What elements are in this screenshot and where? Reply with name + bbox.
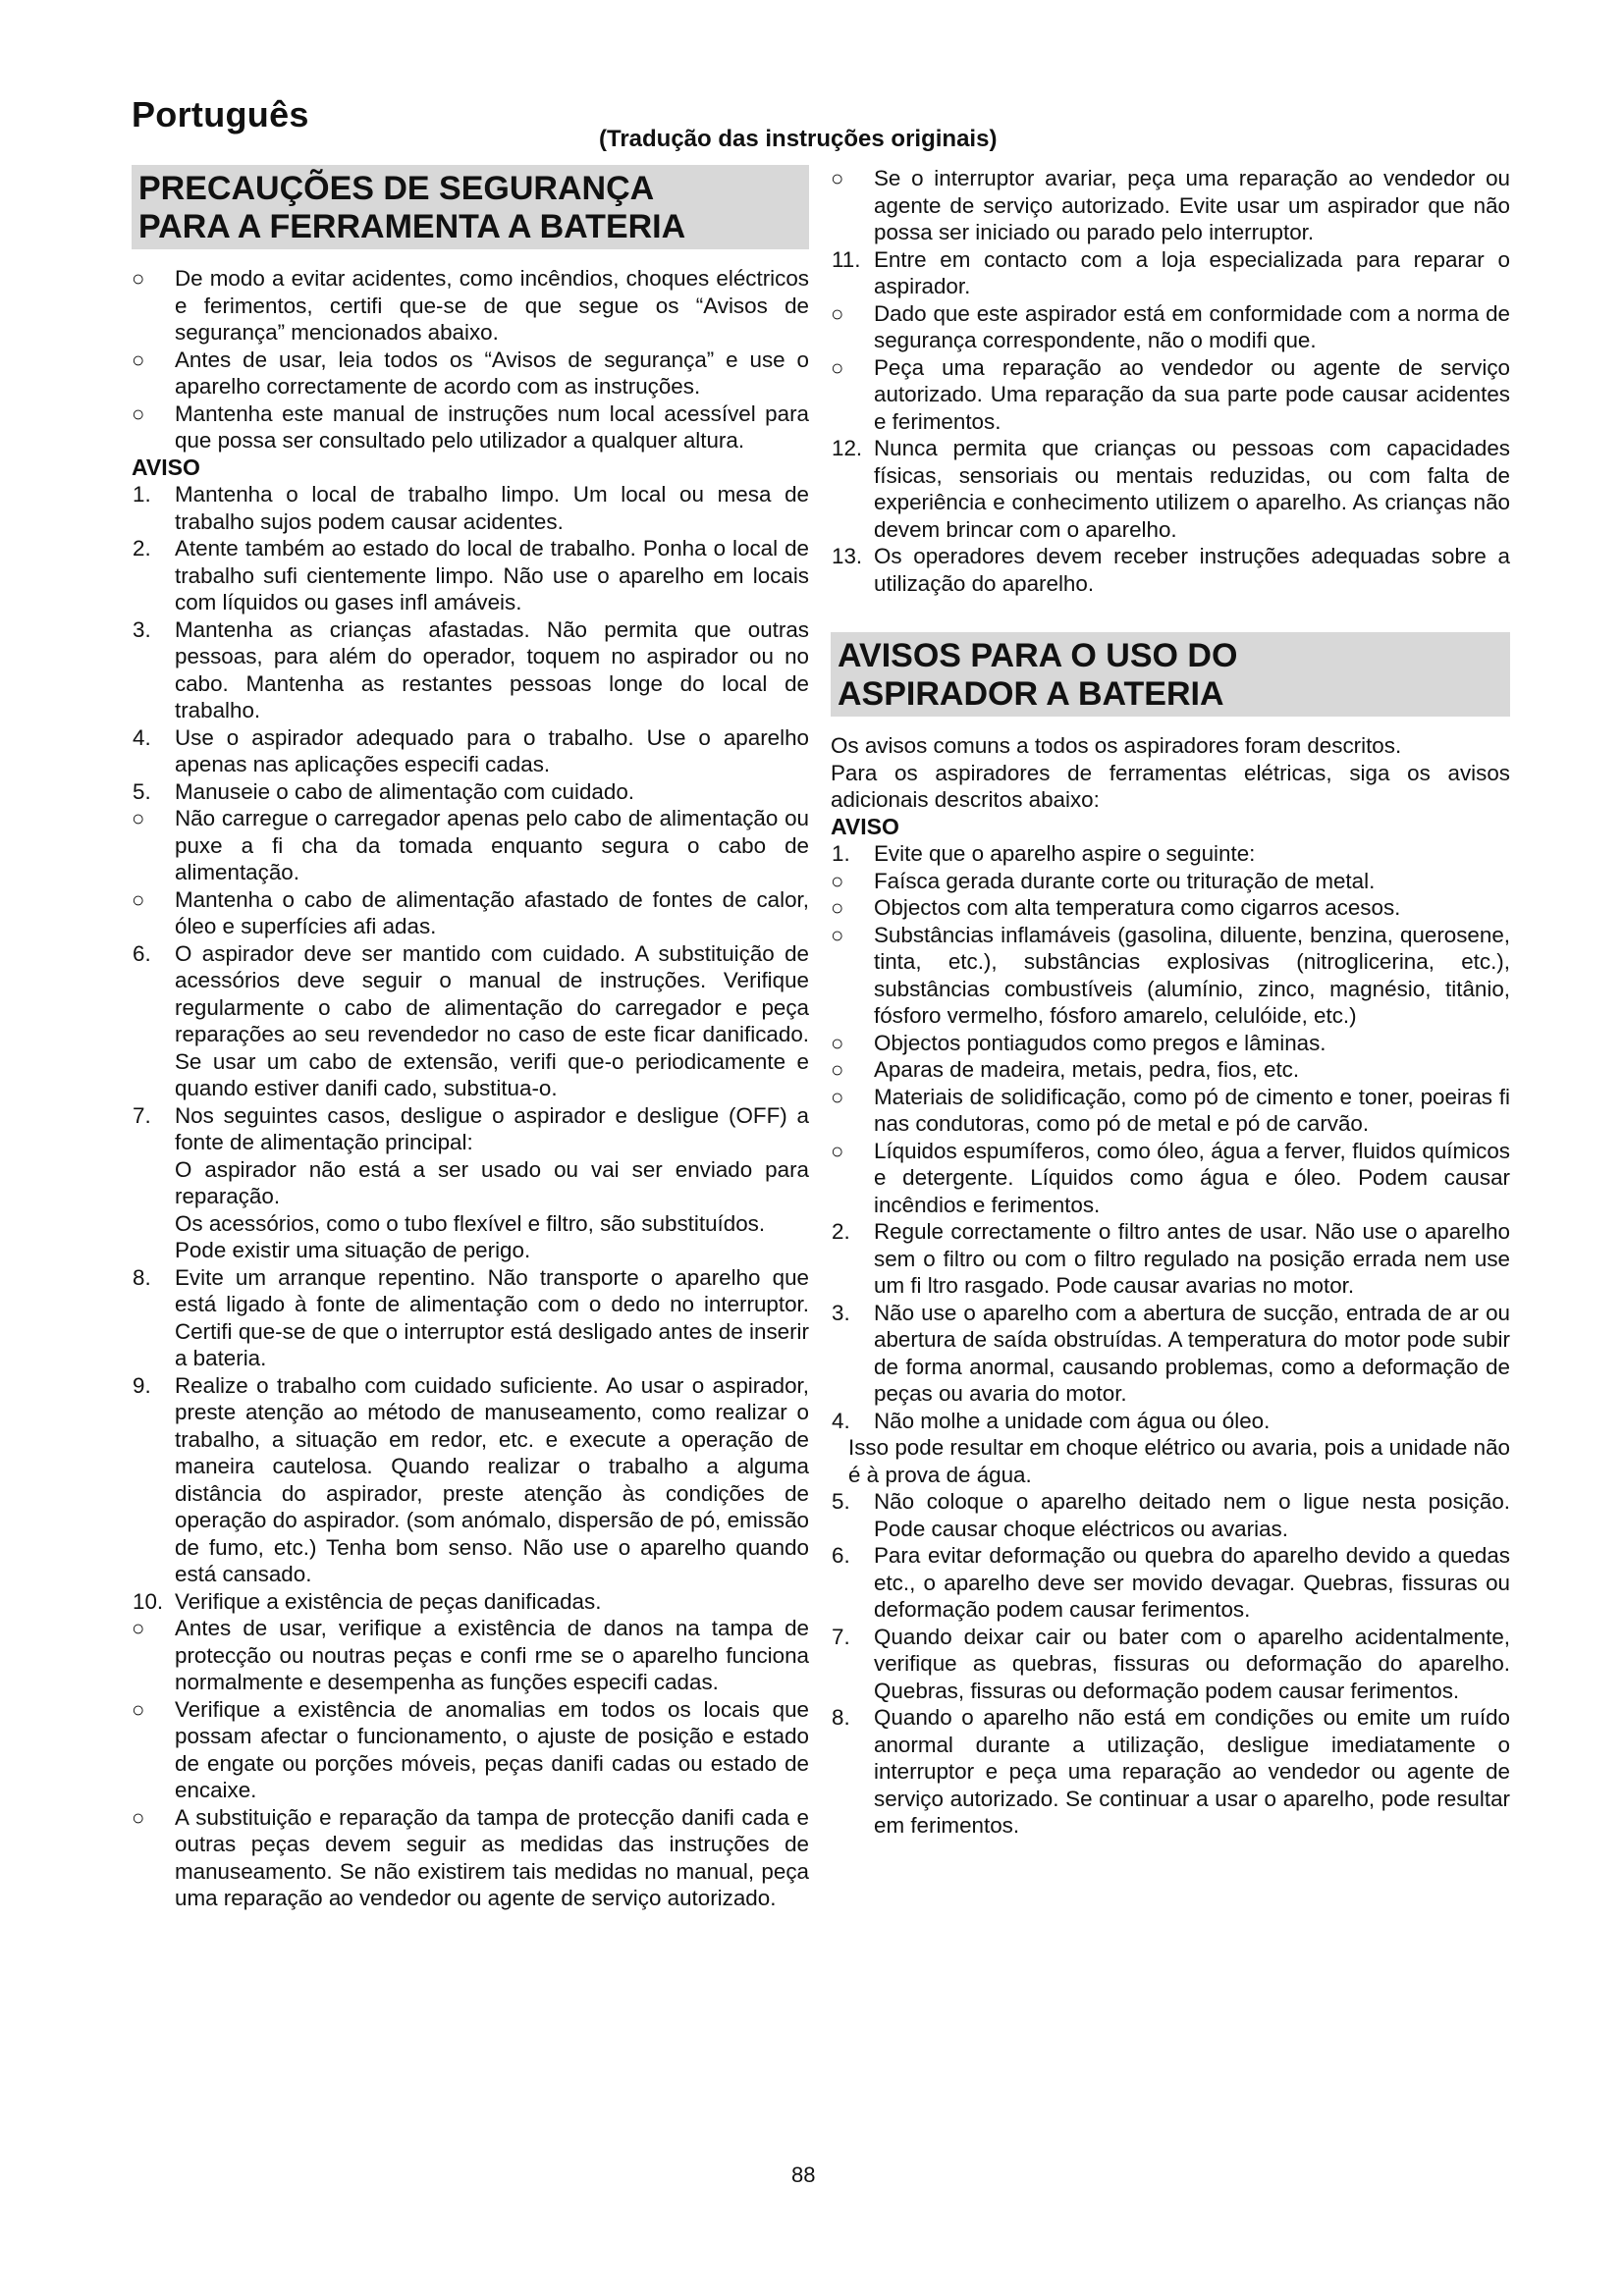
numbered-item	[132, 1264, 809, 1372]
sub-item-text: Os acessórios, como o tubo flexível e filtro, são substituídos.	[175, 1210, 766, 1236]
item-number: 7.	[133, 1102, 151, 1128]
item-number: 9.	[133, 1372, 151, 1398]
bullet-item	[132, 1615, 809, 1696]
item-text: Objectos com alta temperatura como cigarros acesos.	[874, 895, 1401, 920]
item-text: Objectos pontiagudos como pregos e lâminas.	[874, 1030, 1326, 1055]
item-number: 11.	[832, 246, 861, 272]
cordless-vacuum-warnings-heading	[831, 632, 1510, 717]
circle-bullet-icon: ○	[132, 806, 145, 830]
circle-bullet-icon: ○	[831, 1084, 844, 1109]
numbered-item	[132, 481, 809, 535]
item-text: Não coloque o aparelho deitado nem o ligue nesta posição. Pode causar choque eléctricos ou avarias.	[874, 1489, 1510, 1541]
item-7-sub-list	[132, 1156, 809, 1264]
bullet-item	[831, 1084, 1510, 1138]
item-text: Evite que o aparelho aspire o seguinte:	[874, 841, 1256, 866]
warnings-list-continued	[132, 1264, 809, 1912]
item-text: Nos seguintes casos, desligue o aspirador e desligue (OFF) a fonte de alimentação principal:	[175, 1102, 809, 1154]
item-text: Realize o trabalho com cuidado suficiente. Ao usar o aspirador, preste atenção ao método de manuseamento, como realizar o trabalho, a situação em redor, etc. e execute a operação de maneira cautelosa. Quando realizar o trabalho a alguma distância do aspirador, preste atenção às condições de operação do aspirador. (som anómalo, dispersão de pó, emissão de fumo, etc.) Tenha bom senso. Não use o aparelho quando está cansado.	[175, 1372, 809, 1586]
item-number: 12.	[832, 436, 863, 460]
bullet-item	[132, 400, 809, 454]
circle-bullet-icon: ○	[831, 166, 844, 190]
safety-precautions-heading	[132, 165, 809, 249]
item-text: Materiais de solidificação, como pó de cimento e toner, poeiras fi nas condutoras, como pó de metal e pó de carvão.	[874, 1084, 1510, 1136]
numbered-item	[831, 1542, 1510, 1624]
item-text: Mantenha o cabo de alimentação afastado de fontes de calor, óleo e superfícies afi adas.	[175, 886, 809, 938]
vacuum-warnings-list	[831, 840, 1510, 1434]
numbered-item	[831, 1218, 1510, 1300]
item-number: 1.	[133, 482, 151, 507]
bullet-item	[132, 1696, 809, 1804]
circle-bullet-icon: ○	[831, 1138, 844, 1163]
item-text: Nunca permita que crianças ou pessoas com capacidades físicas, sensoriais ou mentais reduzidas, ou com falta de experiência e conhecimento utilizem o aparelho. As crianças não devem brincar com o aparelho.	[874, 436, 1510, 542]
right-column	[831, 165, 1510, 1840]
translation-subtitle: (Tradução das instruções originais)	[599, 126, 998, 152]
numbered-item	[132, 535, 809, 616]
item-text: Regule correctamente o filtro antes de usar. Não use o aparelho sem o filtro ou com o filtro regulado na posição errada nem use um fi ltro rasgado. Pode causar avarias no motor.	[874, 1219, 1510, 1298]
circle-bullet-icon: ○	[831, 300, 844, 326]
item-text: Não carregue o carregador apenas pelo cabo de alimentação ou puxe a fi cha da tomada enquanto segura o cabo de alimentação.	[175, 806, 809, 884]
circle-bullet-icon: ○	[132, 1804, 145, 1830]
item-text: Use o aspirador adequado para o trabalho. Use o aparelho apenas nas aplicações especifi cadas.	[175, 724, 809, 776]
circle-bullet-icon: ○	[132, 347, 145, 372]
item-number: 1.	[832, 841, 850, 866]
item-text: Não use o aparelho com a abertura de sucção, entrada de ar ou abertura de saída obstruídas. A temperatura do motor pode subir de forma anormal, causando problemas, como a deformação de peças ou avaria do motor.	[874, 1300, 1510, 1406]
item-number: 13.	[832, 544, 863, 568]
item-text: Manuseie o cabo de alimentação com cuidado.	[175, 778, 635, 804]
bullet-item	[831, 300, 1510, 354]
circle-bullet-icon: ○	[831, 895, 844, 920]
intro-list	[132, 265, 809, 454]
bullet-item	[132, 265, 809, 347]
item-number: 10.	[133, 1588, 164, 1614]
item-text: Não molhe a unidade com água ou óleo.	[874, 1408, 1271, 1433]
item-number: 8.	[133, 1264, 151, 1290]
item-number: 2.	[832, 1219, 850, 1244]
vacuum-warnings-list-continued	[831, 1488, 1510, 1840]
circle-bullet-icon: ○	[132, 400, 145, 426]
item-text: Entre em contacto com a loja especializada para reparar o aspirador.	[874, 246, 1510, 298]
item-number: 7.	[832, 1624, 850, 1649]
numbered-item	[831, 543, 1510, 597]
numbered-item	[831, 246, 1510, 300]
item-text: Mantenha este manual de instruções num local acessível para que possa ser consultado pelo utilizador a qualquer altura.	[175, 400, 809, 453]
item-number: 5.	[133, 778, 151, 804]
item-text: Verifique a existência de peças danificadas.	[175, 1588, 602, 1614]
circle-bullet-icon: ○	[831, 868, 844, 893]
aviso-label: AVISO	[132, 454, 200, 480]
warnings-list-continued-right	[831, 165, 1510, 597]
item-text: A substituição e reparação da tampa de protecção danifi cada e outras peças devem seguir as medidas das instruções de manuseamento. Se não existirem tais medidas no manual, peça uma reparação ao vendedor ou agente de serviço autorizado.	[175, 1804, 809, 1910]
item-text: Antes de usar, verifique a existência de danos na tampa de protecção ou noutras peças e confi rme se o aparelho funciona normalmente e desempenha as funções especifi cadas.	[175, 1616, 809, 1694]
item-text: Substâncias inflamáveis (gasolina, diluente, benzina, querosene, tinta, etc.), substâncias explosivas (nitroglicerina, etc.), substâncias combustíveis (alumínio, zinco, magnésio, titânio, fósforo vermelho, fósforo amarelo, celulóide, etc.)	[874, 922, 1510, 1028]
bullet-item	[831, 1030, 1510, 1057]
intro-text: Os avisos comuns a todos os aspiradores foram descritos.	[831, 733, 1402, 758]
circle-bullet-icon: ○	[831, 1030, 844, 1055]
item-number: 8.	[832, 1705, 850, 1730]
heading-line: PRECAUÇÕES DE SEGURANÇA	[138, 170, 655, 207]
circle-bullet-icon: ○	[831, 354, 844, 380]
item-text: De modo a evitar acidentes, como incêndios, choques eléctricos e ferimentos, certifi que-se de que segue os “Avisos de segurança” mencionados abaixo.	[175, 266, 809, 345]
numbered-item	[831, 840, 1510, 868]
item-text: Para evitar deformação ou quebra do aparelho devido a quedas etc., o aparelho deve ser movido devagar. Quebras, fissuras ou deformação podem causar ferimentos.	[874, 1543, 1510, 1622]
numbered-item	[831, 1300, 1510, 1408]
bullet-item	[831, 165, 1510, 246]
bullet-item	[831, 922, 1510, 1030]
numbered-item	[132, 1588, 809, 1616]
numbered-item	[831, 1704, 1510, 1840]
item-text: Mantenha as crianças afastadas. Não permita que outras pessoas, para além do operador, toquem no aspirador ou no cabo. Mantenha as restantes pessoas longe do local de trabalho.	[175, 616, 809, 722]
numbered-item	[132, 1372, 809, 1588]
left-column	[132, 165, 809, 1912]
item-text: Dado que este aspirador está em conformidade com a norma de segurança correspondente, não o modifi que.	[874, 300, 1510, 352]
heading-line: AVISOS PARA O USO DO	[838, 637, 1238, 674]
item-number: 4.	[133, 724, 151, 750]
item-number: 5.	[832, 1489, 850, 1514]
item-text: Evite um arranque repentino. Não transporte o aparelho que está ligado à fonte de alimentação com o dedo no interruptor. Certifi que-se de que o interruptor está desligado antes de inserir a bateria.	[175, 1264, 809, 1370]
item-text: O aspirador deve ser mantido com cuidado. A substituição de acessórios deve seguir o manual de instruções. Verifique regularmente o cabo de alimentação do carregador e peça reparações ao seu revendedor no caso de este ficar danificado. Se usar um cabo de extensão, verifi que-o periodicamente e quando estiver danifi cado, substitua-o.	[175, 940, 809, 1100]
item-number: 3.	[832, 1300, 850, 1325]
item-number: 2.	[133, 536, 151, 561]
item-text: Faísca gerada durante corte ou trituração de metal.	[874, 868, 1376, 893]
bullet-item	[132, 1804, 809, 1912]
bullet-item	[831, 894, 1510, 922]
item-text: Se o interruptor avariar, peça uma reparação ao vendedor ou agente de serviço autorizado. Evite usar um aspirador que não possa ser iniciado ou parado pelo interruptor.	[874, 166, 1510, 244]
language-title: Português	[132, 94, 309, 134]
item-text: Quando deixar cair ou bater com o aparelho acidentalmente, verifique as quebras, fissuras ou deformação do aparelho. Quebras, fissuras ou deformação podem causar ferimentos.	[874, 1624, 1510, 1703]
bullet-item	[132, 805, 809, 886]
sub-item-text: O aspirador não está a ser usado ou vai ser enviado para reparação.	[175, 1156, 809, 1208]
numbered-item	[132, 724, 809, 778]
circle-bullet-icon: ○	[132, 886, 145, 912]
item-text: Peça uma reparação ao vendedor ou agente de serviço autorizado. Uma reparação da sua parte pode causar acidentes e ferimentos.	[874, 354, 1510, 434]
heading-line: PARA A FERRAMENTA A BATERIA	[138, 208, 686, 245]
numbered-item	[831, 1488, 1510, 1542]
bullet-item	[132, 347, 809, 400]
warnings-list	[132, 481, 809, 1156]
page-number: 88	[791, 2163, 816, 2187]
numbered-item	[132, 616, 809, 724]
item-text: Quando o aparelho não está em condições ou emite um ruído anormal durante a utilização, desligue imediatamente o interruptor e peça uma reparação ao vendedor ou agente de serviço autorizado. Se continuar a usar o aparelho, pode resultar em ferimentos.	[874, 1705, 1510, 1838]
circle-bullet-icon: ○	[132, 266, 145, 291]
numbered-item	[831, 435, 1510, 543]
numbered-item	[831, 1408, 1510, 1435]
item-number: 6.	[832, 1543, 850, 1568]
numbered-item	[132, 778, 809, 806]
bullet-item	[831, 354, 1510, 436]
item-text: Aparas de madeira, metais, pedra, fios, etc.	[874, 1057, 1300, 1082]
item-number: 3.	[133, 616, 151, 642]
circle-bullet-icon: ○	[132, 1616, 145, 1640]
circle-bullet-icon: ○	[831, 1057, 844, 1082]
numbered-item	[132, 940, 809, 1102]
item-4-sub-text: Isso pode resultar em choque elétrico ou avaria, pois a unidade não é à prova de água.	[848, 1435, 1510, 1487]
bullet-item	[831, 1056, 1510, 1084]
bullet-item	[831, 1138, 1510, 1219]
item-text: Os operadores devem receber instruções adequadas sobre a utilização do aparelho.	[874, 544, 1510, 596]
circle-bullet-icon: ○	[132, 1696, 145, 1722]
item-number: 6.	[133, 940, 151, 966]
item-text: Verifique a existência de anomalias em todos os locais que possam afectar o funcionamento, o ajuste de posição e estado de engate ou porções móveis, peças danifi cadas ou estado de encaixe.	[175, 1696, 809, 1802]
item-number: 4.	[832, 1408, 850, 1433]
sub-item-text: Pode existir uma situação de perigo.	[175, 1238, 531, 1262]
numbered-item	[132, 1102, 809, 1156]
item-text: Antes de usar, leia todos os “Avisos de segurança” e use o aparelho correctamente de acordo com as instruções.	[175, 347, 809, 399]
aviso-label: AVISO	[831, 813, 899, 839]
bullet-item	[132, 886, 809, 940]
intro-text: Para os aspiradores de ferramentas elétricas, siga os avisos adicionais descritos abaixo:	[831, 760, 1510, 812]
item-text: Mantenha o local de trabalho limpo. Um local ou mesa de trabalho sujos podem causar acidentes.	[175, 482, 809, 534]
bullet-item	[831, 868, 1510, 895]
circle-bullet-icon: ○	[831, 922, 844, 947]
heading-line: ASPIRADOR A BATERIA	[838, 675, 1224, 713]
item-text: Líquidos espumíferos, como óleo, água a ferver, fluidos químicos e detergente. Líquidos como água e óleo. Podem causar incêndios e ferimentos.	[874, 1138, 1510, 1217]
numbered-item	[831, 1624, 1510, 1705]
item-text: Atente também ao estado do local de trabalho. Ponha o local de trabalho sufi cientemente limpo. Não use o aparelho em locais com líquidos ou gases infl amáveis.	[175, 536, 809, 614]
